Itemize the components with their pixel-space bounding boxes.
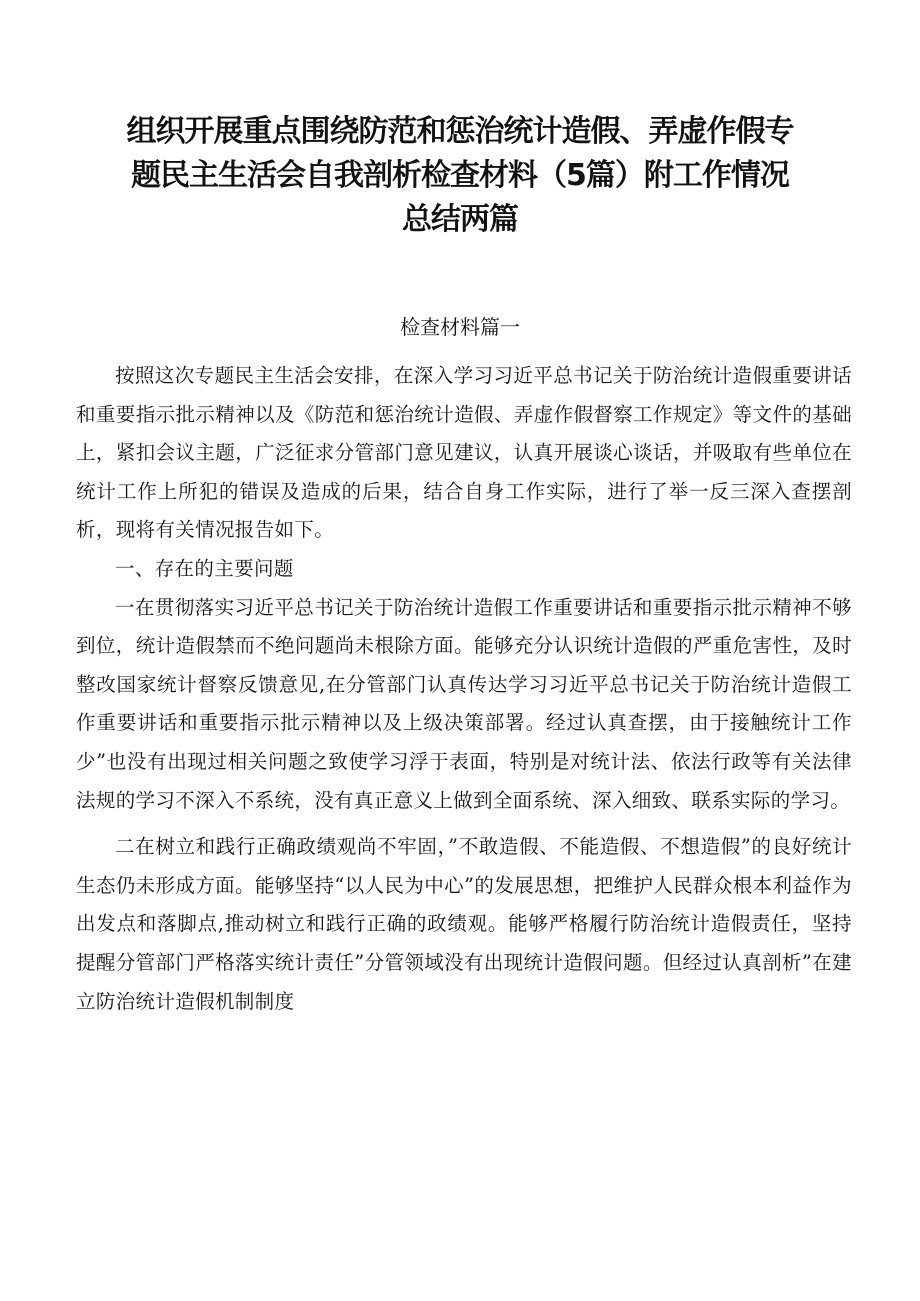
document-body [76, 357, 852, 1021]
section-heading: 检查材料篇一 [400, 315, 520, 339]
document-title [110, 110, 810, 242]
title-line: 总结两篇 [402, 202, 518, 237]
problem-two-paragraph: 二在树立和践行正确政绩观尚不牢固，”不敢造假、不能造假、不想造假”的良好统计生态仍未形成方面。能够坚持“以人民为中心”的发展思想，把维护人民群众根本利益作为出发点和落脚点,推动树立和践行正确的政绩观。能够严格履行防治统计造假责任，坚持提醒分管部门严格落实统计责任”分管领域没有出现统计造假问题。但经过认真剖析”在建立防治统计造假机制制度 [76, 835, 852, 1013]
subheading-main-problems: 一、存在的主要问题 [115, 556, 294, 580]
title-line: 题民主生活会自我剖析检查材料（5篇）附工作情况 [131, 158, 789, 193]
title-line: 组织开展重点围绕防范和惩治统计造假、弄虚作假专 [126, 114, 794, 149]
intro-paragraph: 按照这次专题民主生活会安排，在深入学习习近平总书记关于防治统计造假重要讲话和重要指示批示精神以及《防范和惩治统计造假、弄虚作假督察工作规定》等文件的基础上，紧扣会议主题，广泛征求分管部门意见建议，认真开展谈心谈话，并吸取有些单位在统计工作上所犯的错误及造成的后果，结合自身工作实际，进行了举一反三深入查摆剖析，现将有关情况报告如下。 [76, 364, 852, 542]
problem-one-paragraph: 一在贯彻落实习近平总书记关于防治统计造假工作重要讲话和重要指示批示精神不够到位，统计造假禁而不绝问题尚未根除方面。能够充分认识统计造假的严重危害性，及时整改国家统计督察反馈意见,在分管部门认真传达学习习近平总书记关于防治统计造假工作重要讲话和重要指示批示精神以及上级决策部署。经过认真查摆，由于接触统计工作少”也没有出现过相关问题之致使学习浮于表面，特别是对统计法、依法行政等有关法律法规的学习不深入不系统，没有真正意义上做到全面系统、深入细致、联系实际的学习。 [76, 595, 852, 812]
